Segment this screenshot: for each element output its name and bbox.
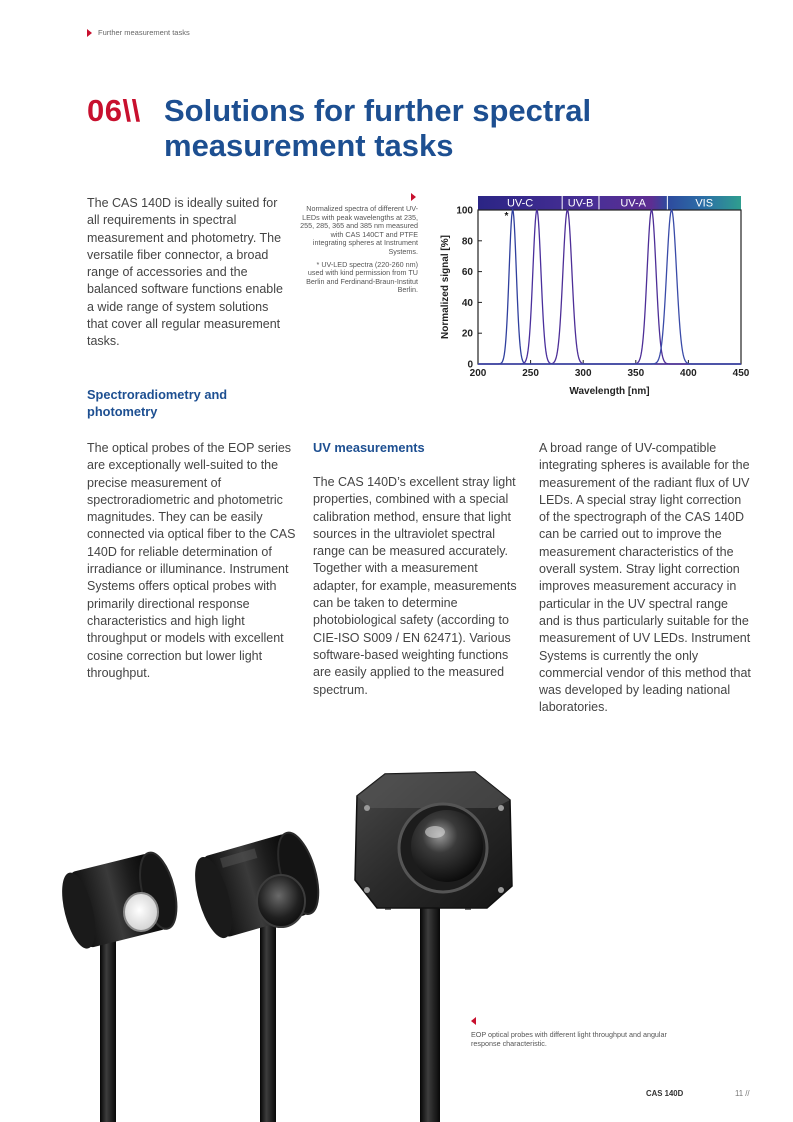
y-tick-label: 20 — [461, 328, 473, 340]
band-label: UV-B — [567, 197, 594, 210]
band-label: UV-C — [506, 197, 534, 210]
page-title — [87, 93, 767, 163]
x-tick-label: 400 — [680, 368, 697, 379]
band-label: VIS — [695, 197, 714, 210]
chart-caption-main: Normalized spectra of different UV-LEDs with peak wavelengths at 235, 255, 285, 365 and 385 nm measured with CAS 140CT and PTFE integrating spheres at Instrument Systems. — [300, 204, 418, 256]
caption-arrow-icon — [411, 193, 416, 201]
intro-paragraph: The CAS 140D is ideally suited for all requirements in spectral measurement and photometry. The versatile fiber connector, a broad range of accessories and the balanced software functions enable a wide range of system solutions that cover all regular measurement tasks. — [87, 196, 283, 349]
section-title: Solutions for further spectral measurement tasks — [164, 93, 592, 163]
uv-body: The CAS 140D’s excellent stray light properties, combined with a special calibration method, ensure that light sources in the ultraviolet spectral range can be measured accurately. Together with a measurement adapter, for example, measurements can be taken to determine photobiological safety (according to CIE-ISO S009 / EN 62471). Various software-based weighting functions are easily applied to the measured spectrum. — [313, 475, 517, 697]
chart-caption — [300, 205, 418, 295]
spectrum-chart — [436, 186, 756, 401]
chart-annotation: * — [504, 211, 509, 223]
breadcrumb-text: Further measurement tasks — [98, 28, 190, 37]
breadcrumb-arrow-icon — [87, 29, 92, 37]
y-tick-label: 100 — [456, 205, 473, 217]
x-axis-label: Wavelength [nm] — [569, 386, 650, 397]
x-tick-label: 450 — [732, 368, 750, 379]
dome-diffuser — [411, 810, 483, 882]
spectro-body: The optical probes of the EOP series are exceptionally well-suited to the precise measurement of spectroradiometric and photometric magnitudes. They can be easily connected via optical fiber to the CAS 140D for reliable determination of irradiance or illuminance. Instrument Systems offers optical probes with primarily directional response characteristics and high light throughput or models with excellent cosine correction but lower light throughput. — [87, 441, 296, 680]
x-tick-label: 200 — [469, 368, 487, 379]
band-label: UV-A — [620, 197, 647, 210]
cosine-diffuser — [124, 893, 158, 931]
spectrum-line-1 — [478, 210, 741, 364]
y-tick-label: 60 — [461, 267, 473, 279]
section-number: 06\\ — [87, 93, 141, 128]
breadcrumb — [87, 28, 190, 37]
photo-caption-text: EOP optical probes with different light throughput and angular response characteristic. — [471, 1030, 667, 1048]
spectro-heading: Spectroradiometry and photometry — [87, 387, 228, 419]
uv-heading: UV measurements — [313, 440, 425, 455]
x-tick-label: 350 — [627, 368, 645, 379]
probe-lens — [257, 875, 305, 927]
page-number: 11 // — [735, 1089, 750, 1098]
footer-product: CAS 140D — [646, 1089, 684, 1098]
y-axis-label: Normalized signal [%] — [440, 235, 451, 339]
x-tick-label: 250 — [522, 368, 539, 379]
eop-probes-photo — [55, 768, 555, 1122]
chart-caption-footnote: * UV-LED spectra (220-260 nm) used with kind permission from TU Berlin and Ferdinand-Braun-Institut Berlin. — [306, 259, 418, 295]
y-tick-label: 80 — [461, 236, 473, 248]
x-tick-label: 300 — [574, 368, 592, 379]
y-tick-label: 0 — [467, 359, 473, 371]
spheres-body: A broad range of UV-compatible integrating spheres is available for the measurement of the radiant flux of UV LEDs. A special stray light correction of the spectrograph of the CAS 140D can be carried out to improve the measurement characteristics of the overall system. Stray light correction improves measurement accuracy in particular in the UV spectral range and is thus particularly suitable for the measurement of UV LEDs. Instrument Systems is currently the only commercial vendor of this method that was developed by leading national laboratories. — [539, 441, 751, 715]
photo-caption-arrow-icon — [471, 1017, 476, 1025]
photo-caption — [471, 1017, 671, 1048]
y-tick-label: 40 — [461, 297, 473, 309]
